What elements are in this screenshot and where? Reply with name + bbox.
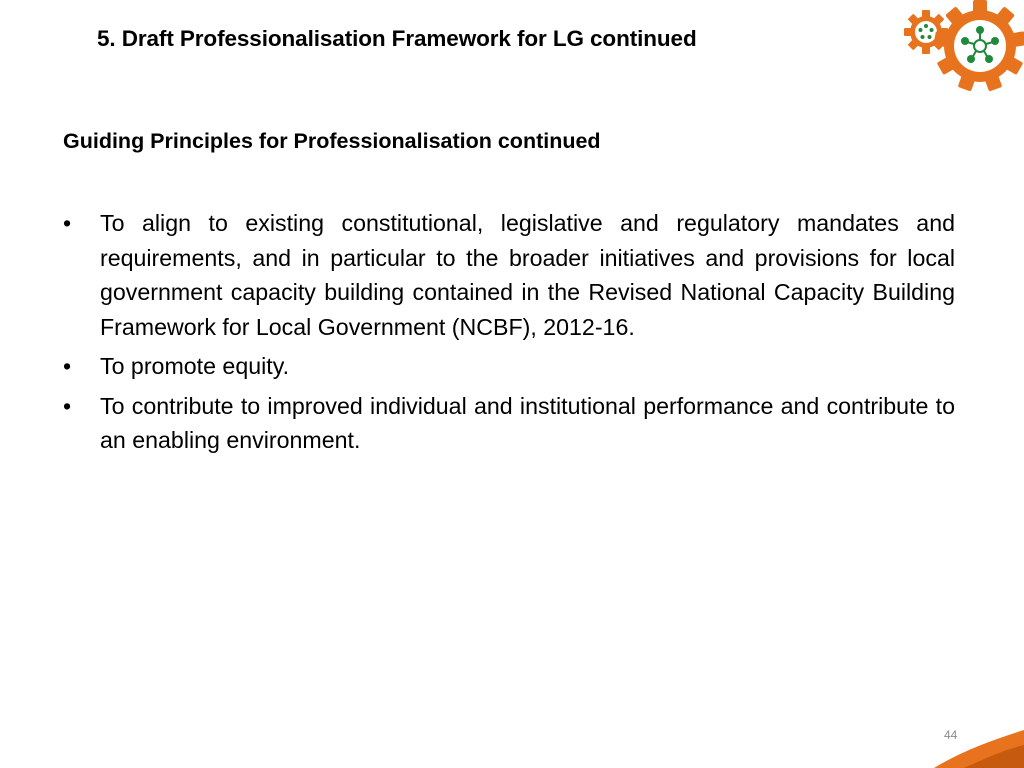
page-number: 44 <box>944 728 958 742</box>
slide-title: 5. Draft Professionalisation Framework for LG continued <box>97 26 697 51</box>
bullet-text: To align to existing constitutional, legislative and regulatory mandates and requirements, and in particular to the broader initiatives and provisions for local government capacity building contained in the Revised National Capacity Building Framework for Local Government (NCBF), 2012-16. <box>100 210 955 340</box>
bullet-text: To contribute to improved individual and institutional performance and contribute to an enabling environment. <box>100 392 955 453</box>
bullet-text: To promote equity. <box>100 353 290 379</box>
bullet-marker: • <box>63 210 72 236</box>
orange-swoosh-decoration <box>900 700 1024 768</box>
bullet-item <box>63 206 955 344</box>
bullet-marker: • <box>63 392 72 419</box>
bullet-item <box>63 389 955 458</box>
bullet-list <box>63 206 955 463</box>
section-subheading: Guiding Principles for Professionalisation continued <box>63 129 601 153</box>
bullet-item <box>63 349 955 384</box>
bullet-marker: • <box>63 353 72 379</box>
gear-network-logo-icon <box>902 0 1024 100</box>
